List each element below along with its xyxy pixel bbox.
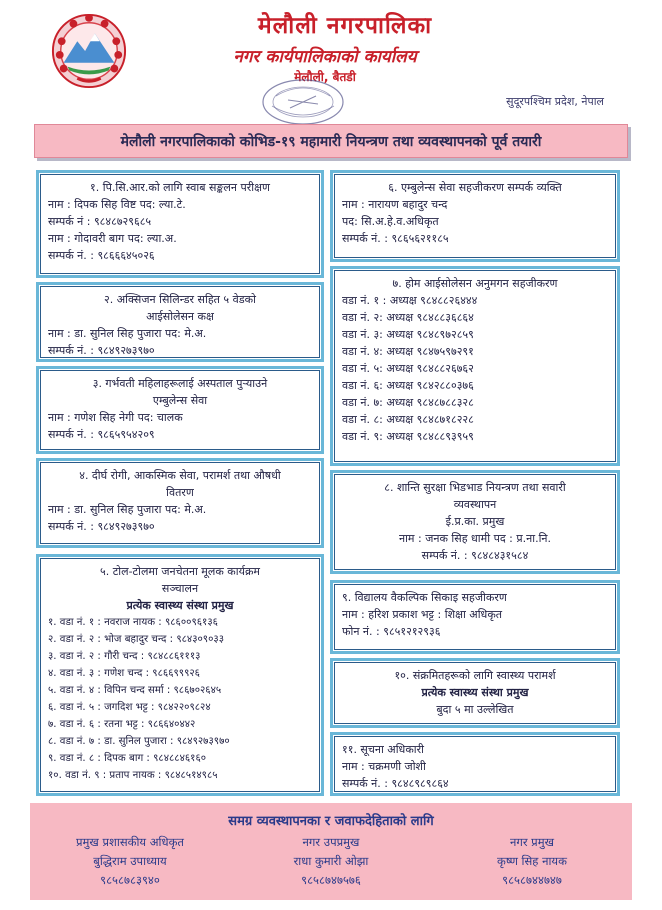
section-heading: वितरण [166, 486, 194, 499]
list-item: वडा नं. ४: अध्यक्ष ९८४७५९७२९१ [342, 345, 474, 358]
list-item: वडा नं. ६: अध्यक्ष ९८४२८८०३७६ [342, 379, 474, 392]
person-name: बुद्धिराम उपाध्याय [93, 854, 167, 868]
section-line: नाम : गोदावरी बाग पद: ल्या.अ. [48, 232, 177, 245]
section-home-isolation [330, 266, 620, 466]
person-role: नगर उपप्रमुख [302, 835, 360, 849]
section-line: पद: सि.अ.हे.व.अधिकृत [342, 215, 439, 228]
person-name: कृष्ण सिह नायक [497, 854, 567, 868]
nepal-emblem-icon [50, 12, 128, 90]
section-line: नाम : गणेश सिह नेगी पद: चालक [48, 411, 183, 424]
section-line: नाम : डा. सुनिल सिह पुजारा पद: मे.अ. [48, 503, 207, 516]
section-heading: व्यवस्थापन [453, 498, 497, 511]
section-line: सम्पर्क नं. : ९८६५९५४२०९ [48, 428, 155, 441]
list-item: ८. वडा नं. ७ : डा. सुनिल पुजारा : ९८४९२७३९७० [48, 736, 230, 747]
list-item: १०. वडा नं. ९ : प्रताप नायक : ९८४८५१४९८५ [48, 770, 218, 781]
office-subtitle: नगर कार्यपालिकाको कार्यालय [233, 47, 417, 67]
footer-person-cao [40, 833, 220, 890]
section-line: सम्पर्क नं. : ९८४९२७३९७० [48, 520, 155, 533]
section-line: सम्पर्क नं. : ९८४८४३१५८४ [421, 549, 529, 562]
section-line: नाम : डा. सुनिल सिह पुजारा पद: मे.अ. [48, 327, 207, 340]
section-heading: ९. विद्यालय वैकल्पिक सिकाइ सहजीकरण [342, 591, 507, 604]
section-subheading: प्रत्येक स्वास्थ्य संस्था प्रमुख [421, 686, 529, 699]
section-swab-collection [36, 170, 324, 278]
section-line: सम्पर्क नं. : ९८४९२७३९७० [48, 344, 155, 357]
section-awareness-program [36, 554, 324, 796]
section-heading: २. अक्सिजन सिलिन्डर सहित ५ वेडको [104, 293, 256, 306]
section-heading: ५. टोल-टोलमा जनचेतना मूलक कार्यक्रम [100, 565, 260, 578]
section-line: नाम : चक्रमणी जोशी [342, 760, 426, 773]
section-school-learning [330, 580, 620, 654]
section-ambulance-contact [330, 170, 620, 262]
section-heading: ८. शान्ति सुरक्षा भिडभाड नियन्त्रण तथा सवारी [384, 481, 566, 494]
list-item: २. वडा नं. २ : भोज बहादुर चन्द : ९८४३०९०३३ [48, 634, 224, 645]
section-information-officer [330, 732, 620, 796]
section-line: सम्पर्क नं. : ९८४८९८९८६४ [342, 777, 449, 790]
section-line: सम्पर्क नं. : ९८६६६४५०२६ [48, 249, 155, 262]
list-item: १. वडा नं. १ : नवराज नायक : ९८६००९६१३६ [48, 617, 218, 628]
section-heading: ४. दीर्घ रोगी, आकस्मिक सेवा, परामर्श तथा औषधी [79, 469, 281, 482]
footer-person-deputy-mayor [241, 833, 421, 890]
list-item: वडा नं. ९: अध्यक्ष ९८४८८९३९५९ [342, 430, 474, 443]
section-heading: सञ्चालन [161, 582, 199, 595]
section-subheading: प्रत्येक स्वास्थ्य संस्था प्रमुख [126, 599, 234, 612]
person-name: राधा कुमारी ओझा [293, 854, 369, 868]
list-item: वडा नं. २: अध्यक्ष ९८४८८३६८६४ [342, 311, 474, 324]
section-line: सम्पर्क नं. : ९८६५६२११८५ [342, 232, 449, 245]
section-subheading: ई.प्र.का. प्रमुख [445, 515, 505, 528]
list-item: ३. वडा नं. २ : गौरी चन्द : ९८४८८६१११३ [48, 651, 201, 662]
section-heading: ३. गर्भवती महिलाहरूलाई अस्पताल पुऱ्याउने [92, 377, 268, 390]
list-item: ४. वडा नं. ३ : गणेश चन्द : ९८६६९९९२६ [48, 668, 200, 679]
letterhead [0, 0, 662, 118]
person-phone: ९८५८७८३९४० [100, 873, 160, 887]
person-phone: ९८५८७४७५७६ [301, 873, 361, 887]
municipality-title: मेलौली नगरपालिका [257, 13, 433, 39]
section-chronic-care [36, 458, 324, 548]
person-role: नगर प्रमुख [509, 835, 555, 849]
section-heading: आईसोलेसन कक्ष [146, 310, 214, 323]
list-item: ५. वडा नं. ४ : विपिन चन्द सर्मा : ९८६७०२६४५ [48, 685, 222, 696]
person-phone: ९८५८७४४७४७ [502, 873, 562, 887]
list-item: ९. वडा नं. ८ : दिपक बाग : ९८४८८४६१६० [48, 753, 207, 764]
section-maternal-ambulance [36, 366, 324, 454]
office-stamp-icon [258, 76, 348, 128]
section-heading: १०. संक्रमितहरूको लागि स्वास्थ्य परामर्श [394, 669, 556, 682]
section-heading: १. पि.सि.आर.को लागि स्वाब सङ्कलन परीक्षण [90, 181, 270, 194]
section-line: नाम : जनक सिह धामी पद : प्र.ना.नि. [398, 532, 552, 545]
list-item: वडा नं. ८: अध्यक्ष ९८४८७१८२२८ [342, 413, 474, 426]
list-item: वडा नं. ७: अध्यक्ष ९८४८७८८३२८ [342, 396, 474, 409]
section-line: नाम : हरिश प्रकाश भट्ट : शिक्षा अधिकृत [342, 608, 503, 621]
section-oxygen-isolation [36, 282, 324, 362]
footer-heading: समग्र व्यवस्थापनका र जवाफदेहिताको लागि [228, 814, 434, 829]
province-label: सुदूरपश्चिम प्रदेश, नेपाल [506, 95, 604, 108]
section-line: बुदा ५ मा उल्लेखित [436, 703, 514, 716]
person-role: प्रमुख प्रशासकीय अधिकृत [76, 835, 184, 849]
list-item: वडा नं. १ : अध्यक्ष ९८४८८२६४४४ [342, 294, 478, 307]
list-item: वडा नं. ५: अध्यक्ष ९८४८८२६७६२ [342, 362, 474, 375]
section-heading: ११. सूचना अधिकारी [342, 743, 424, 756]
main-banner: मेलौली नगरपालिकाको कोभिड-१९ महामारी नियन्त्रण तथा व्यवस्थापनको पूर्व तयारी [34, 124, 628, 158]
list-item: ६. वडा नं. ५ : जगदिश भट्ट : ९८४२२०९८२४ [48, 702, 211, 713]
list-item: ७. वडा नं. ६ : रतना भट्ट : ९८६६४०४४२ [48, 719, 196, 730]
footer-person-mayor [442, 833, 622, 890]
accountability-footer [30, 803, 632, 900]
section-health-counselling [330, 658, 620, 728]
section-heading: एम्बुलेन्स सेवा [152, 394, 208, 407]
office-location: मेलौली, बैतडी [294, 70, 356, 84]
section-heading: ७. होम आईसोलेसन अनुमगन सहजीकरण [392, 277, 558, 290]
section-line: सम्पर्क नं : ९८४८७२९६८५ [48, 215, 152, 228]
section-line: नाम : नारायण बहादुर चन्द [342, 198, 448, 211]
list-item: वडा नं. ३: अध्यक्ष ९८४८९७२८५९ [342, 328, 474, 341]
section-heading: ६. एम्बुलेन्स सेवा सहजीकरण सम्पर्क व्यक्ति [388, 181, 562, 194]
section-line: फोन नं. : ९८५१२१२९३६ [342, 625, 441, 638]
section-line: नाम : दिपक सिह विष्ट पद: ल्या.टे. [48, 198, 186, 211]
section-security-crowd [330, 470, 620, 574]
